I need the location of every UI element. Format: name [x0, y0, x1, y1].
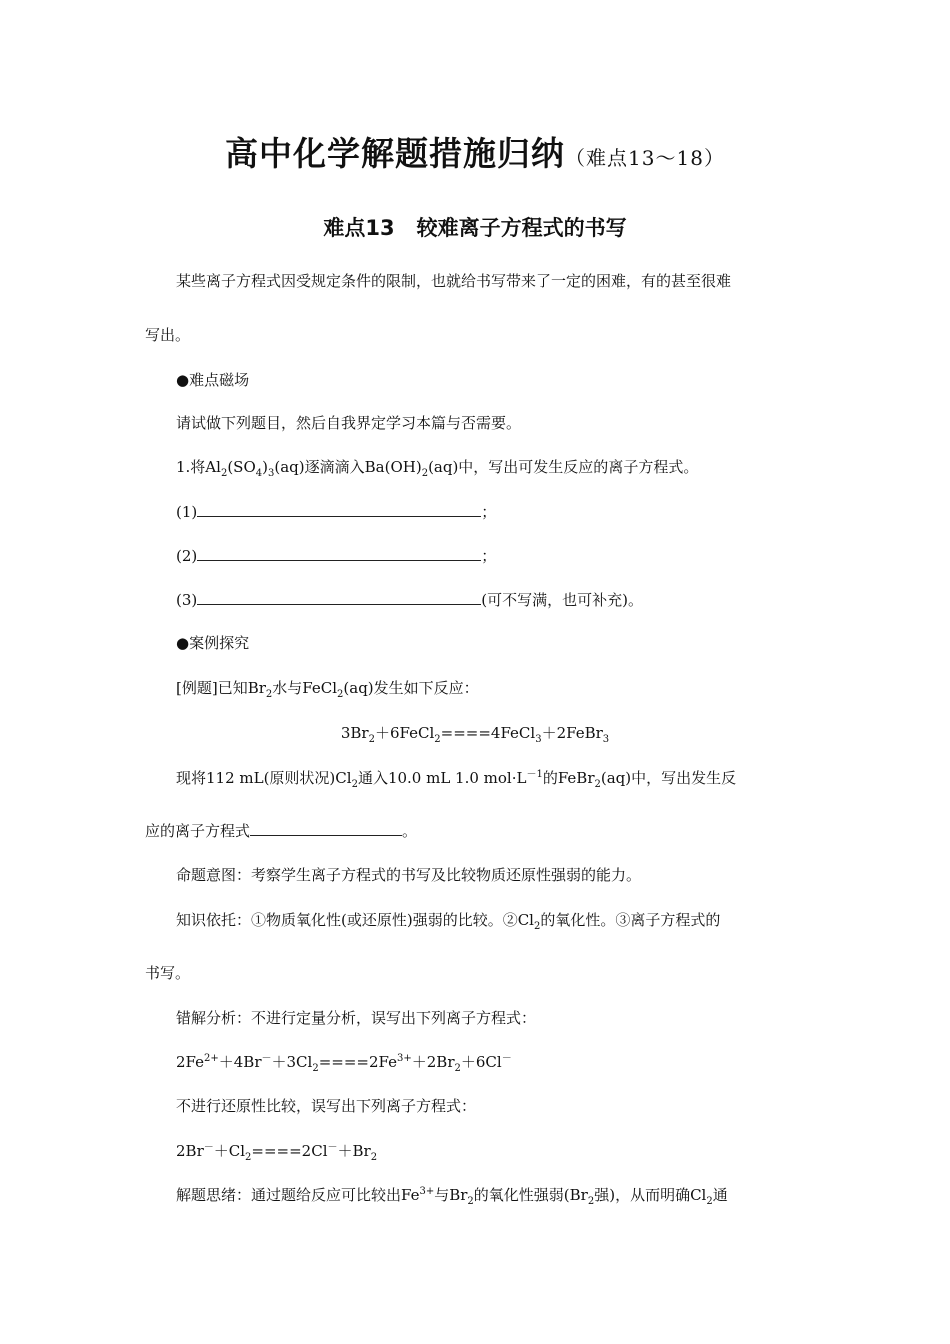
blank-line-3[interactable] [197, 590, 481, 605]
blank-line-2[interactable] [197, 546, 481, 561]
knowledge-basis: 知识依托：①物质氧化性(或还原性)强弱的比较。$②Cl_2$的氧化性。③离子方程式的 [176, 911, 721, 932]
question-1: 1.将$Al_2(SO_4)_3(aq)$逐滴滴入$Ba(OH)_2(aq)$中，写出可发生反应的离子方程式。 [176, 458, 699, 479]
heading-number: 难点13 [323, 216, 395, 240]
intro-line-2: 写出。 [145, 326, 191, 344]
intro-line-1: 某些离子方程式因受规定条件的限制，也就给书写带来了一定的困难，有的甚至很难 [176, 272, 732, 290]
answer-blank-2: (2) ； [176, 547, 497, 565]
answer-blank-1: (1) ； [176, 503, 497, 521]
answer-blank-3: (3) (可不写满，也可补充)。 [176, 591, 643, 609]
heading-text: 较难离子方程式的书写 [416, 216, 627, 240]
title-sub: （难点13～18） [565, 146, 725, 170]
equation-2: $2Fe^{2+}+4Br^-+3Cl_2====2Fe^{3+}+2Br_2+6Cl^-$ [176, 1053, 512, 1074]
page-title [0, 128, 950, 175]
equation-3: $2Br^-+Cl_2====2Cl^-+Br_2$ [176, 1142, 378, 1163]
section-case-study: ●案例探究 [176, 634, 250, 652]
instruction-text: 请试做下列题目，然后自我界定学习本篇与否需要。 [176, 414, 522, 432]
knowledge-basis-cont: 书写。 [145, 964, 191, 982]
answer-blank-example[interactable] [250, 821, 402, 836]
error-analysis: 错解分析：不进行定量分析，误写出下列离子方程式： [176, 1009, 537, 1027]
no-redox-comparison: 不进行还原性比较，误写出下列离子方程式： [176, 1097, 477, 1115]
equation-1: $3Br_2+6FeCl_2====4FeCl_3+2FeBr_3$ [340, 724, 610, 745]
example-text: [例题]已知$Br_2$水与FeCl$_2$(aq)发生如下反应： [176, 679, 479, 700]
title-main: 高中化学解题措施归纳 [225, 134, 566, 173]
section-difficulty-field: ●难点磁场 [176, 371, 250, 389]
section-heading [0, 212, 950, 242]
problem-line-1: 现将112 mL(原则状况)$Cl_2$通入10.0 mL 1.0 $mol\cdot L^{-1}$的FeBr$_2$(aq)中，写出发生反 [176, 769, 737, 790]
problem-line-2: 应的离子方程式 。 [145, 822, 418, 840]
question-intent: 命题意图：考察学生离子方程式的书写及比较物质还原性强弱的能力。 [176, 866, 642, 884]
solution-thinking: 解题思绪：通过题给反应可比较出$Fe^{3+}$与$Br_2$的氧化性强弱($Br_2$强)，从而明确$Cl_2$通 [176, 1186, 728, 1207]
blank-line-1[interactable] [197, 502, 481, 517]
